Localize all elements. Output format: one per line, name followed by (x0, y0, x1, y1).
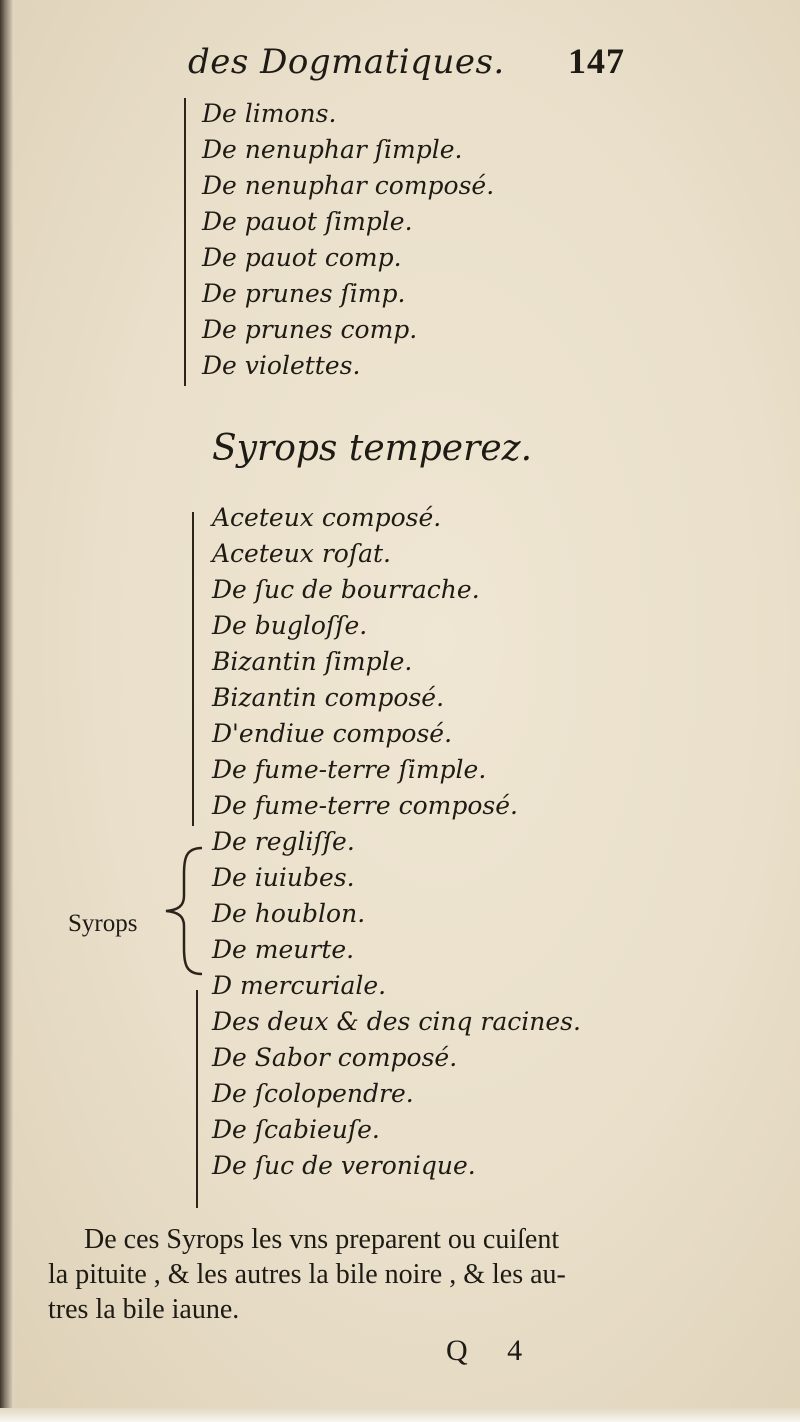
tempered-syrups-list (212, 500, 581, 1184)
list-item: De prunes ſimp. (202, 279, 406, 308)
list-item: De iuiubes. (212, 863, 355, 892)
bracket-bar-left (184, 98, 186, 386)
bracket-bar-upper (192, 512, 194, 826)
bracket-bar-lower (196, 990, 198, 1208)
list-item: De fume-terre ſimple. (212, 755, 487, 784)
list-item: De Sabor composé. (212, 1043, 458, 1072)
paragraph-line: tres la bile iaune. (48, 1294, 240, 1325)
paragraph-line: De ces Syrops les vns preparent ou cuiſent (84, 1224, 560, 1255)
list-item: Aceteux roſat. (212, 539, 391, 568)
list-item: D'endiue composé. (212, 719, 453, 748)
body-paragraph (48, 1222, 688, 1327)
list-item: De nenuphar ſimple. (202, 135, 463, 164)
list-item: De regliſſe. (212, 827, 355, 856)
list-item: De prunes comp. (202, 315, 418, 344)
list-item: De pauot comp. (202, 243, 402, 272)
page-gutter-edge (0, 0, 14, 1422)
side-label-syrops: Syrops (68, 910, 138, 937)
list-item: De ſcolopendre. (212, 1079, 414, 1108)
list-item: Bizantin composé. (212, 683, 445, 712)
list-item: De ſuc de bourrache. (212, 575, 480, 604)
paragraph-line: la pituite , & les autres la bile noire , & les au- (48, 1259, 566, 1290)
signature-mark: Q 4 (446, 1334, 539, 1367)
list-item: De violettes. (202, 351, 361, 380)
list-item: De houblon. (212, 899, 366, 928)
section-heading: Syrops temperez. (212, 428, 533, 469)
list-item: De fume-terre composé. (212, 791, 518, 820)
list-item: De limons. (202, 99, 337, 128)
list-item: De ſuc de veronique. (212, 1151, 476, 1180)
list-item: Des deux & des cinq racines. (212, 1007, 581, 1036)
page-bottom-edge (0, 1408, 800, 1422)
list-item: D mercuriale. (212, 971, 387, 1000)
list-item: De pauot ſimple. (202, 207, 413, 236)
list-item: Bizantin ſimple. (212, 647, 413, 676)
curly-brace (156, 844, 210, 978)
list-item: De bugloſſe. (212, 611, 368, 640)
list-item: De nenuphar composé. (202, 171, 495, 200)
syrup-list-continued (202, 96, 494, 384)
page-number: 147 (568, 41, 625, 81)
list-item: De meurte. (212, 935, 355, 964)
running-title: des Dogmatiques. (188, 42, 505, 82)
list-item: Aceteux composé. (212, 503, 442, 532)
list-item: De ſcabieuſe. (212, 1115, 380, 1144)
